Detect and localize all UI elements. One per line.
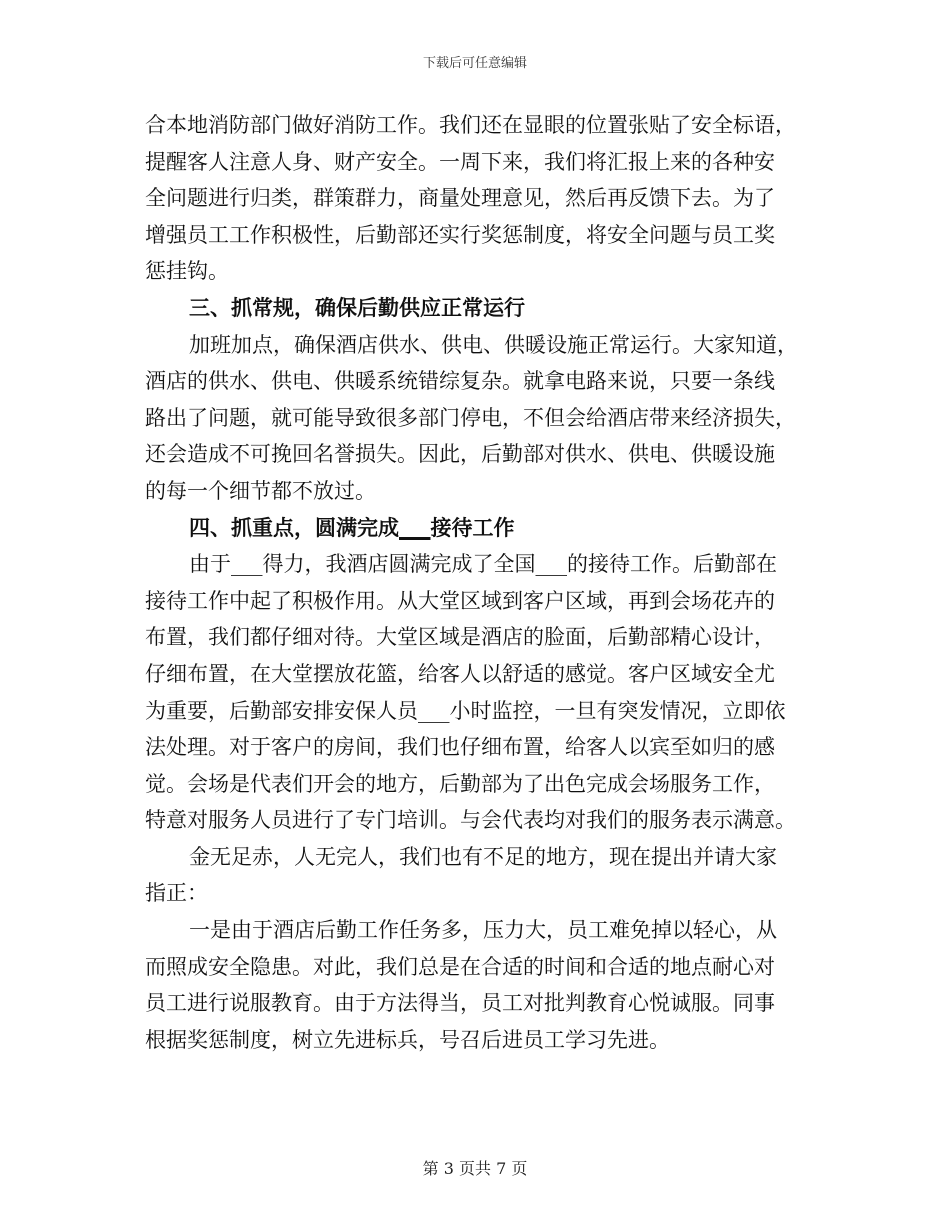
text-line: 的每一个细节都不放过。 xyxy=(145,478,376,503)
text-line: 员工进行说服教育。由于方法得当，员工对批判教育心悦诚服。同事 xyxy=(145,991,775,1016)
page-footer: 第 3 页共 7 页 xyxy=(422,1159,528,1178)
document-body xyxy=(145,107,810,1058)
text-line: 接待工作中起了积极作用。从大堂区域到客户区域，再到会场花卉的 xyxy=(145,588,775,613)
text-line: 根据奖惩制度，树立先进标兵，号召后进员工学习先进。 xyxy=(145,1027,670,1052)
paragraph xyxy=(145,327,810,510)
paragraph xyxy=(145,839,810,912)
paragraph xyxy=(145,546,810,839)
text-line: 全问题进行归类，群策群力，商量处理意见，然后再反馈下去。为了 xyxy=(145,186,775,211)
text-line: 惩挂钩。 xyxy=(145,259,229,284)
text-line: 一是由于酒店后勤工作任务多，压力大，员工难免掉以轻心，从 xyxy=(189,918,777,943)
text-line: 金无足赤，人无完人，我们也有不足的地方，现在提出并请大家 xyxy=(189,844,777,869)
text-line: 合本地消防部门做好消防工作。我们还在显眼的位置张贴了安全标语， xyxy=(145,113,796,137)
text-line: 仔细布置，在大堂摆放花篮，给客人以舒适的感觉。客户区域安全尤 xyxy=(145,661,775,686)
text-line: 觉。会场是代表们开会的地方，后勤部为了出色完成会场服务工作， xyxy=(145,771,775,796)
paragraph xyxy=(145,107,810,290)
section-heading xyxy=(145,510,810,547)
text-line: 指正： xyxy=(145,881,208,906)
text-line: 路出了问题，就可能导致很多部门停电，不但会给酒店带来经济损失， xyxy=(145,405,796,430)
text-line: 酒店的供水、供电、供暖系统错综复杂。就拿电路来说，只要一条线 xyxy=(145,369,775,394)
heading-blank: ___ xyxy=(399,514,431,540)
text-line: 特意对服务人员进行了专门培训。与会代表均对我们的服务表示满意。 xyxy=(145,808,796,833)
text-line: 由于___得力，我酒店圆满完成了全国___的接待工作。后勤部在 xyxy=(189,552,777,577)
text-line: 而照成安全隐患。对此，我们总是在合适的时间和合适的地点耐心对 xyxy=(145,954,775,979)
text-line: 为重要，后勤部安排安保人员___小时监控，一旦有突发情况，立即依 xyxy=(145,698,786,723)
text-line: 加班加点，确保酒店供水、供电、供暖设施正常运行。大家知道， xyxy=(189,332,798,357)
section-heading: 三、抓常规，确保后勤供应正常运行 xyxy=(189,294,525,320)
heading-text: 四、抓重点，圆满完成 xyxy=(189,514,399,540)
paragraph xyxy=(145,912,810,1058)
text-line: 法处理。对于客户的房间，我们也仔细布置，给客人以宾至如归的感 xyxy=(145,735,775,760)
text-line: 还会造成不可挽回名誉损失。因此，后勤部对供水、供电、供暖设施 xyxy=(145,442,775,467)
text-line: 布置，我们都仔细对待。大堂区域是酒店的脸面，后勤部精心设计， xyxy=(145,625,775,650)
page-header: 下载后可任意编辑 xyxy=(422,56,527,71)
heading-text: 接待工作 xyxy=(430,514,515,540)
text-line: 增强员工工作积极性，后勤部还实行奖惩制度，将安全问题与员工奖 xyxy=(145,222,775,247)
text-line: 提醒客人注意人身、财产安全。一周下来，我们将汇报上来的各种安 xyxy=(145,149,775,174)
